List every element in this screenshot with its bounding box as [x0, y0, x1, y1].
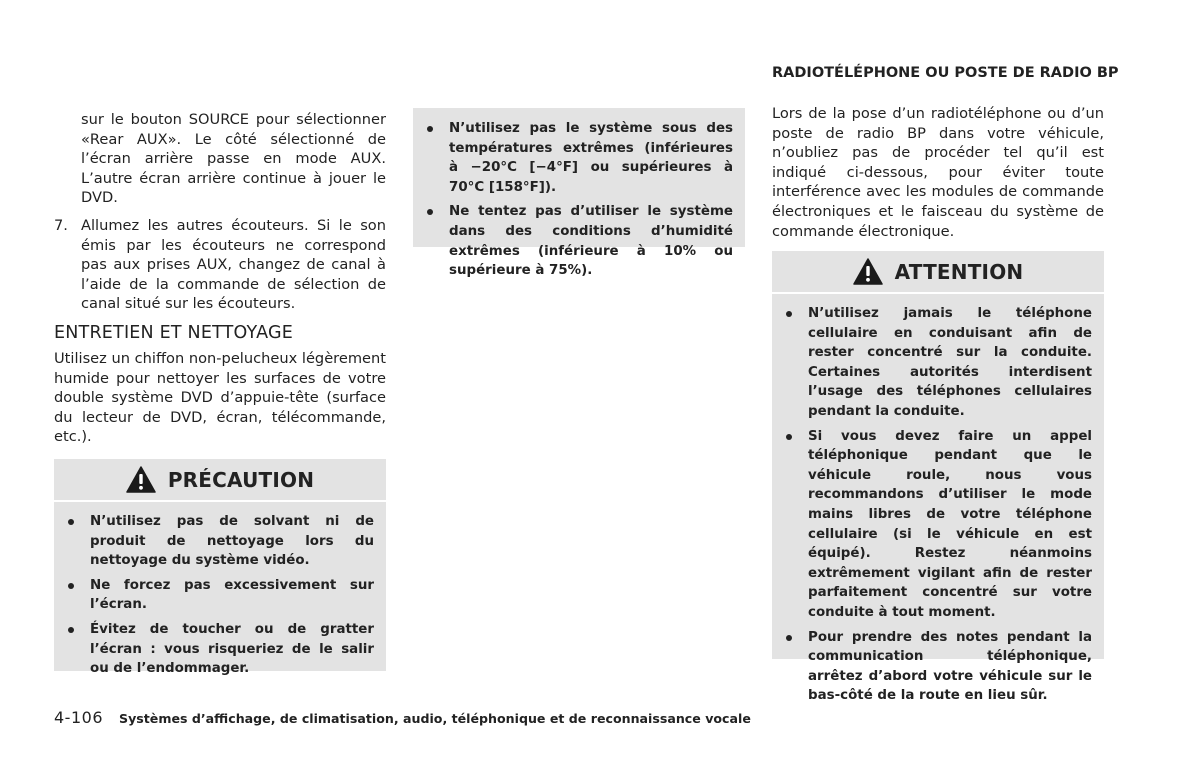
section-heading-maintenance: ENTRETIEN ET NETTOYAGE [54, 323, 293, 343]
caution-continued-body [413, 108, 745, 290]
attention-item-text: Pour prendre des notes pendant la communication téléphonique, arrêtez d’abord votre véhicule sur le bas-côté de la route en lieu sûr. [808, 629, 1092, 704]
caution-item [64, 576, 374, 615]
caution-item [64, 620, 374, 679]
bullet-icon [64, 620, 90, 679]
step-7 [54, 216, 386, 314]
attention-item-text: Si vous devez faire un appel téléphonique pendant que le véhicule roule, nous vous recommandons d’utiliser le mode mains libres de votre téléphone cellulaire (si le véhicule en est équipé). Restez néanmoins extrêmement vigilant afin de rester parfaitement concentré sur votre conduite à tout moment. [808, 428, 1092, 620]
warning-triangle-icon [853, 258, 883, 285]
radio-intro-text: Lors de la pose d’un radiotéléphone ou d’un poste de radio BP dans votre véhicule, n’oubliez pas de procéder tel qu’il est indiqué ci-dessous, pour éviter toute interférence avec les modules de commande électroniques et le faisceau du système de commande électronique. [772, 105, 1104, 240]
bullet-icon [423, 119, 449, 197]
caution-body [54, 502, 386, 688]
warning-triangle-icon [126, 466, 156, 493]
caution-item-text: Ne forcez pas excessivement sur l’écran. [90, 577, 374, 613]
attention-item-text: N’utilisez jamais le téléphone cellulaire en conduisant afin de rester concentré sur la conduite. Certaines autorités interdisent l’usage des téléphones cellulaires pendant la conduite. [808, 306, 1092, 419]
caution-title: PRÉCAUTION [167, 467, 315, 492]
attention-title: ATTENTION [894, 259, 1024, 284]
step-7-number: 7. [54, 217, 68, 234]
attention-item [782, 427, 1092, 623]
caution-header [54, 459, 386, 502]
chapter-title: Systèmes d’affichage, de climatisation, audio, téléphonique et de reconnaissance vocale [119, 711, 751, 726]
caution-box-continued [413, 108, 745, 279]
caution-item-text: N’utilisez pas le système sous des températures extrêmes (inférieures à −20°C [−4°F] ou supérieures à 70°C [158°F]). [449, 121, 733, 195]
attention-item [782, 304, 1092, 422]
attention-body [772, 294, 1104, 715]
attention-item [782, 628, 1092, 706]
caution-item [64, 512, 374, 571]
page-footer [54, 708, 751, 727]
bullet-icon [782, 304, 808, 422]
attention-header [772, 251, 1104, 294]
caution-item-text: Évitez de toucher ou de gratter l’écran : vous risqueriez de le salir ou de l’endommager. [90, 621, 374, 677]
step-continued-text: sur le bouton SOURCE pour sélectionner «Rear AUX». Le côté sélectionné de l’écran arrière passe en mode AUX. L’autre écran arrière continue à jouer le DVD. [81, 111, 386, 207]
bullet-icon [64, 512, 90, 571]
page-number: 4-106 [54, 708, 103, 727]
caution-item-text: N’utilisez pas de solvant ni de produit de nettoyage lors du nettoyage du système vidéo. [90, 514, 374, 569]
section-heading-radio: RADIOTÉLÉPHONE OU POSTE DE RADIO BP [772, 65, 1119, 81]
attention-box [772, 251, 1104, 704]
step-7-text: Allumez les autres écouteurs. Si le son émis par les écouteurs ne correspond pas aux prises AUX, changez de canal à l’aide de la commande de sélection de canal situé sur les écouteurs. [81, 217, 386, 313]
bullet-icon [64, 576, 90, 615]
bullet-icon [782, 628, 808, 706]
caution-box [54, 459, 386, 677]
bullet-icon [782, 427, 808, 623]
maintenance-text: Utilisez un chiffon non-pelucheux légèrement humide pour nettoyer les surfaces de votre double système DVD d’appuie-tête (surface du lecteur de DVD, écran, télécommande, etc.). [54, 350, 386, 446]
caution-item [423, 202, 733, 280]
bullet-icon [423, 202, 449, 280]
caution-item-text: Ne tentez pas d’utiliser le système dans des conditions d’humidité extrêmes (inférieure à 10% ou supérieure à 75%). [449, 204, 733, 279]
caution-item [423, 119, 733, 197]
